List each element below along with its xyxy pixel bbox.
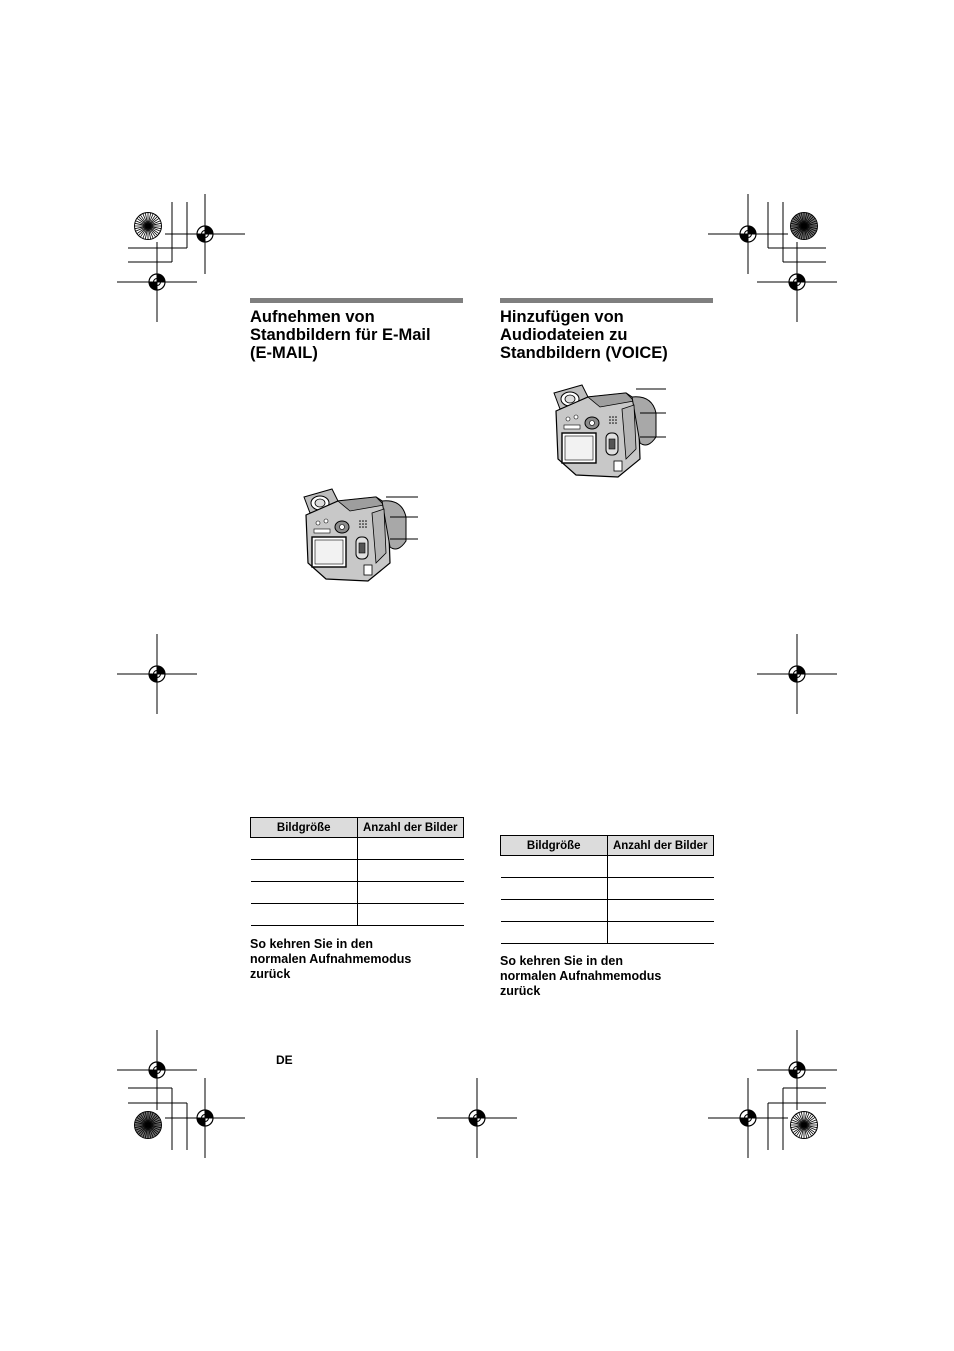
table-cell <box>357 882 464 904</box>
table-cell <box>251 860 358 882</box>
table-cell <box>607 878 714 900</box>
section-heading-email <box>250 308 470 362</box>
return-line: So kehren Sie in den <box>250 937 373 951</box>
column-header: Bildgröße <box>501 836 608 856</box>
crosshair-target-icon <box>757 242 837 322</box>
starburst-wheel-icon <box>134 1111 162 1139</box>
crosshair-target-icon <box>117 634 197 714</box>
starburst-wheel-icon <box>790 1111 818 1139</box>
camera-illustration <box>548 379 668 479</box>
table-cell <box>607 900 714 922</box>
return-line: zurück <box>250 967 291 981</box>
heading-line: Aufnehmen von <box>250 308 375 326</box>
return-line: zurück <box>500 984 541 998</box>
table-cell <box>501 900 608 922</box>
section-rule <box>250 298 463 303</box>
image-count-table <box>250 817 464 926</box>
table-cell <box>251 882 358 904</box>
table-cell <box>357 904 464 926</box>
column-header: Anzahl der Bilder <box>357 818 464 838</box>
table-cell <box>357 860 464 882</box>
crosshair-target-icon <box>117 242 197 322</box>
return-line: normalen Aufnahmemodus <box>250 952 412 966</box>
table-row <box>501 856 714 878</box>
heading-line: (E-MAIL) <box>250 344 318 362</box>
heading-line: Standbildern (VOICE) <box>500 344 668 362</box>
starburst-wheel-icon <box>790 212 818 240</box>
table-cell <box>501 922 608 944</box>
crosshair-target-icon <box>708 1078 788 1158</box>
camera-illustration <box>298 483 418 583</box>
table-row <box>251 904 464 926</box>
table-cell <box>357 838 464 860</box>
table-row <box>251 838 464 860</box>
table-cell <box>251 904 358 926</box>
crosshair-target-icon <box>757 634 837 714</box>
heading-line: Standbildern für E-Mail <box>250 326 431 344</box>
page-language-code: DE <box>276 1053 293 1067</box>
section-rule <box>500 298 713 303</box>
return-instruction-heading <box>500 954 715 999</box>
column-header: Anzahl der Bilder <box>607 836 714 856</box>
table-cell <box>607 856 714 878</box>
return-line: normalen Aufnahmemodus <box>500 969 662 983</box>
table-row <box>501 922 714 944</box>
table-cell <box>607 922 714 944</box>
image-count-table <box>500 835 714 944</box>
section-heading-voice <box>500 308 725 362</box>
table-row <box>501 900 714 922</box>
table-row <box>251 860 464 882</box>
return-line: So kehren Sie in den <box>500 954 623 968</box>
heading-line: Hinzufügen von <box>500 308 624 326</box>
starburst-wheel-icon <box>134 212 162 240</box>
table-row <box>251 882 464 904</box>
crosshair-target-icon <box>165 1078 245 1158</box>
table-cell <box>501 856 608 878</box>
column-header: Bildgröße <box>251 818 358 838</box>
return-instruction-heading <box>250 937 465 982</box>
table-cell <box>501 878 608 900</box>
table-row <box>501 878 714 900</box>
crosshair-target-icon <box>437 1078 517 1158</box>
heading-line: Audiodateien zu <box>500 326 628 344</box>
table-cell <box>251 838 358 860</box>
